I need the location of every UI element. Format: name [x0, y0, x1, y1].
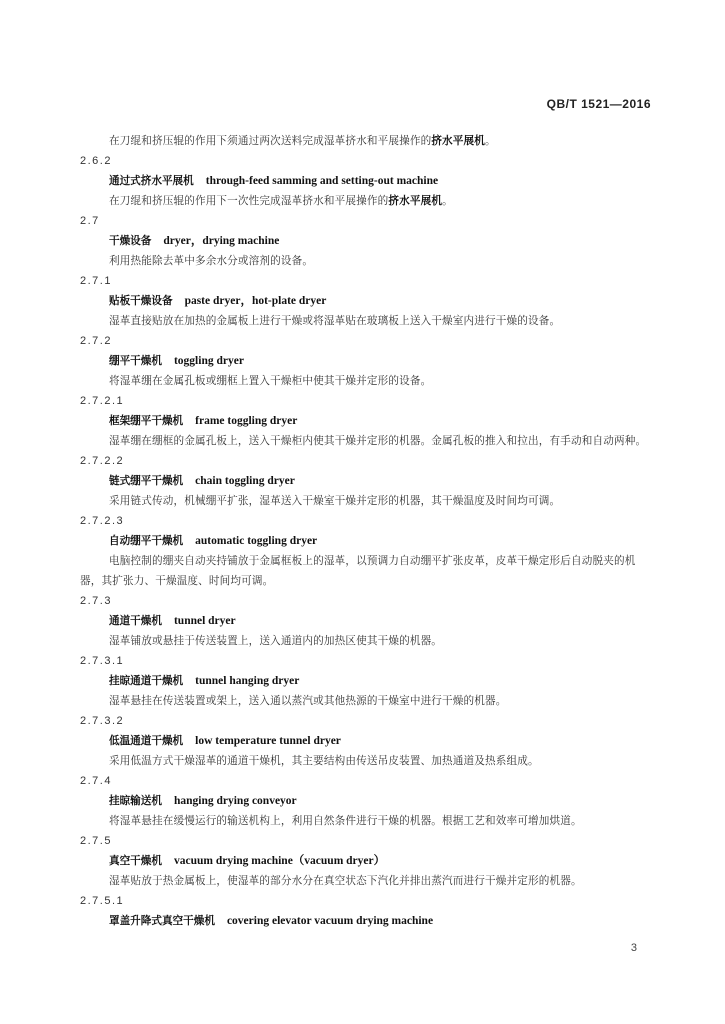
term-definition: 湿革贴放于热金属板上，使湿革的部分水分在真空状态下汽化并排出蒸汽而进行干燥并定形的机器。 — [109, 875, 582, 887]
term-definition: 利用热能除去革中多余水分或溶剂的设备。 — [109, 255, 314, 267]
clause-number: 2.7.5 — [80, 835, 112, 847]
term-definition: 在刀绲和挤压辊的作用下一次性完成湿革挤水和平展操作的挤水平展机。 — [109, 195, 453, 207]
clause-number: 2.7.2.1 — [80, 395, 125, 407]
term-definition: 采用低温方式干燥湿革的通道干燥机，其主要结构由传送吊皮装置、加热通道及热系组成。 — [109, 755, 539, 767]
clause-number: 2.7.5.1 — [80, 895, 125, 907]
clause-number: 2.7.4 — [80, 775, 112, 787]
document-body — [80, 131, 654, 931]
page-number: 3 — [630, 942, 637, 954]
term-definition: 将湿革悬挂在缓慢运行的输送机构上，利用自然条件进行干燥的机器。根据工艺和效率可增加烘道。 — [109, 815, 582, 827]
term-heading: 通过式挤水平展机 through-feed samming and setting-out machine — [109, 175, 439, 187]
clause-number: 2.7.3.1 — [80, 655, 125, 667]
term-heading: 挂晾通道干燥机 tunnel hanging dryer — [109, 675, 300, 687]
clause-number: 2.7.2.3 — [80, 515, 125, 527]
clause-number: 2.7.2.2 — [80, 455, 125, 467]
clause-number: 2.7.3.2 — [80, 715, 125, 727]
term-heading: 绷平干燥机 toggling dryer — [109, 355, 244, 367]
term-definition: 湿革直接贴放在加热的金属板上进行干燥或将湿革贴在玻璃板上送入干燥室内进行干燥的设备。 — [109, 315, 561, 327]
clause-number: 2.7.2 — [80, 335, 112, 347]
term-definition: 湿革铺放或悬挂于传送装置上，送入通道内的加热区使其干燥的机器。 — [109, 635, 443, 647]
term-heading: 链式绷平干燥机 chain toggling dryer — [109, 475, 295, 487]
term-heading: 罩盖升降式真空干燥机 covering elevator vacuum drying machine — [109, 915, 434, 927]
clause-number: 2.7.3 — [80, 595, 112, 607]
clause-number: 2.6.2 — [80, 155, 112, 167]
standard-code: QB/T 1521—2016 — [546, 97, 651, 111]
term-definition: 湿革绷在绷框的金属孔板上，送入干燥柜内使其干燥并定形的机器。金属孔板的推入和拉出，有手动和自动两种。 — [109, 435, 647, 447]
term-definition: 采用链式传动，机械绷平扩张，湿革送入干燥室干燥并定形的机器，其干燥温度及时间均可调。 — [109, 495, 561, 507]
term-heading: 通道干燥机 tunnel dryer — [109, 615, 236, 627]
term-heading: 低温通道干燥机 low temperature tunnel dryer — [109, 735, 341, 747]
term-heading: 挂晾输送机 hanging drying conveyor — [109, 795, 297, 807]
term-heading: 干燥设备 dryer，drying machine — [109, 235, 280, 247]
definition-2-6-1-cont: 在刀绲和挤压辊的作用下须通过两次送料完成湿革挤水和平展操作的挤水平展机。 — [109, 135, 496, 147]
term-heading: 自动绷平干燥机 automatic toggling dryer — [109, 535, 318, 547]
term-definition: 湿革悬挂在传送装置或架上，送入通以蒸汽或其他热源的干燥室中进行干燥的机器。 — [109, 695, 507, 707]
term-definition: 电脑控制的绷夹自动夹持铺放于金属框板上的湿革，以预调力自动绷平扩张皮革，皮革干燥定形后自动脱夹的机器，其扩张力、干燥温度、时间均可调。 — [80, 555, 636, 587]
term-definition: 将湿革绷在金属孔板或绷框上置入干燥柜中使其干燥并定形的设备。 — [109, 375, 432, 387]
clause-number: 2.7.1 — [80, 275, 112, 287]
term-heading: 真空干燥机 vacuum drying machine（vacuum dryer） — [109, 855, 386, 867]
term-heading: 贴板干燥设备 paste dryer，hot-plate dryer — [109, 295, 327, 307]
clause-number: 2.7 — [80, 215, 100, 227]
term-heading: 框架绷平干燥机 frame toggling dryer — [109, 415, 298, 427]
